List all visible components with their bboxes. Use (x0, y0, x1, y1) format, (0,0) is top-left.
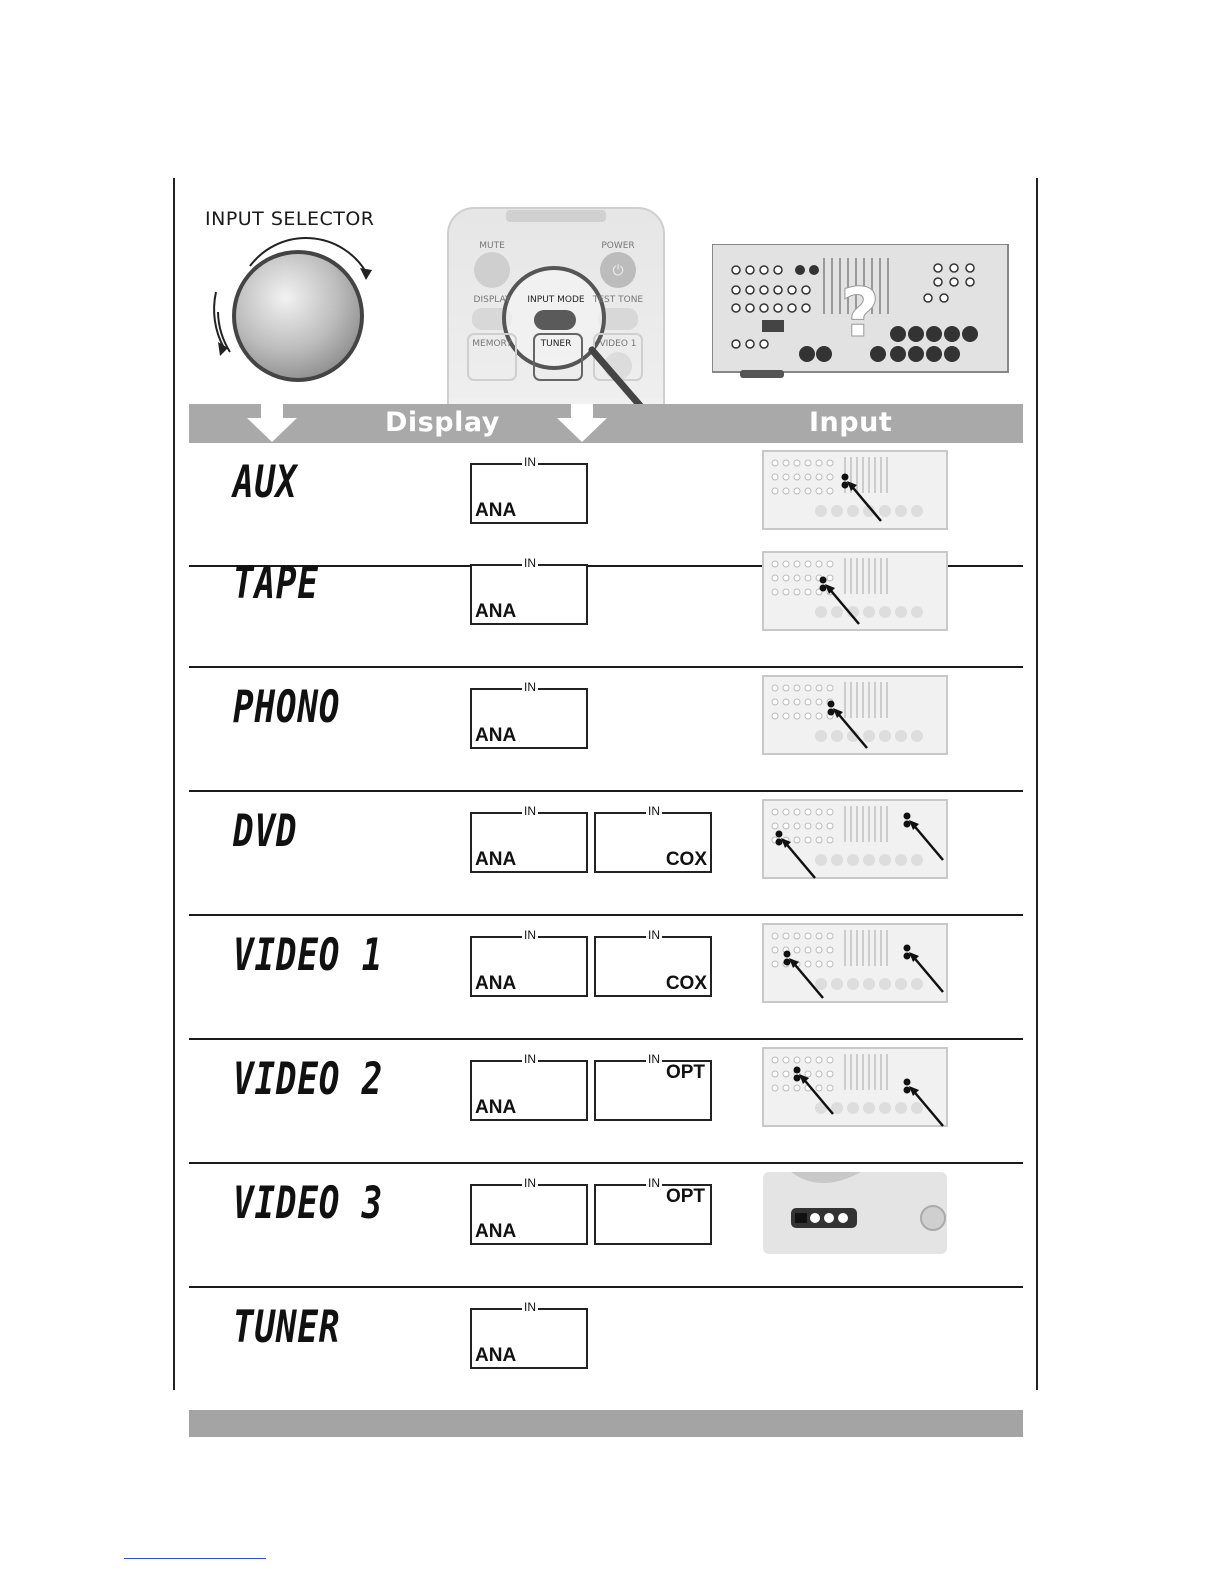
input-mode-indicator (470, 804, 588, 873)
input-type-code: ANA (475, 1345, 517, 1366)
in-label: IN (524, 455, 536, 469)
remote-memory-label: MEMORY (472, 339, 512, 349)
input-type-code: ANA (475, 601, 517, 622)
input-mode-indicator (594, 804, 712, 873)
input-row (189, 544, 1023, 668)
input-mode-indicator (594, 1052, 712, 1121)
lcd-display-text: VIDEO 3 (233, 1178, 384, 1229)
rear-panel-thumbnail (761, 1046, 949, 1132)
in-label: IN (648, 928, 660, 942)
input-type-code: COX (665, 849, 707, 870)
left-border-line (173, 178, 175, 1390)
display-heading: Display (385, 407, 500, 438)
in-label: IN (524, 804, 536, 818)
front-panel-thumbnail (761, 1170, 949, 1256)
rear-panel-thumbnail (761, 550, 949, 636)
remote-display-label: DISPLAY (473, 295, 511, 305)
in-label: IN (524, 1300, 536, 1314)
in-label: IN (524, 1052, 536, 1066)
input-row (189, 792, 1023, 916)
rear-panel-thumbnail (761, 449, 949, 535)
rear-panel-illustration (712, 244, 1010, 380)
lcd-display-text: TAPE (233, 558, 319, 609)
lcd-display-text: VIDEO 1 (233, 930, 384, 981)
input-type-code: ANA (475, 1221, 517, 1242)
input-mode-indicator (470, 455, 588, 524)
right-border-line (1036, 178, 1038, 1390)
input-row (189, 668, 1023, 792)
input-mode-indicator (470, 1176, 588, 1245)
display-input-banner (189, 404, 1023, 443)
input-row (189, 1164, 1023, 1288)
input-type-code: COX (665, 973, 707, 994)
input-selector-title: INPUT SELECTOR (205, 208, 375, 230)
lcd-display-text: DVD (233, 806, 298, 857)
input-row (189, 916, 1023, 1040)
in-label: IN (524, 928, 536, 942)
input-type-code: OPT (665, 1062, 705, 1083)
input-mode-indicator (470, 556, 588, 625)
footer-bar (189, 1410, 1023, 1437)
input-mode-indicator (594, 928, 712, 997)
remote-input-mode-label: INPUT MODE (527, 295, 585, 305)
rear-panel-thumbnail (761, 798, 949, 884)
input-row (189, 1288, 1023, 1412)
remote-video1-label: VIDEO 1 (599, 339, 637, 349)
remote-power-label: POWER (601, 241, 635, 251)
input-type-code: ANA (475, 973, 517, 994)
down-arrow-icon (557, 404, 607, 446)
remote-mute-label: MUTE (479, 241, 505, 251)
input-mode-indicator (470, 1300, 588, 1369)
input-type-code: OPT (665, 1186, 705, 1207)
rear-question-mark: ? (840, 274, 880, 353)
input-mode-indicator (470, 928, 588, 997)
input-row (189, 1040, 1023, 1164)
remote-test-tone-label: TEST TONE (592, 295, 644, 305)
input-mode-indicator (470, 680, 588, 749)
input-heading: Input (809, 407, 893, 438)
in-label: IN (648, 804, 660, 818)
down-arrow-icon (247, 404, 297, 446)
lcd-display-text: TUNER (233, 1302, 341, 1353)
input-type-code: ANA (475, 725, 517, 746)
lcd-display-text: VIDEO 2 (233, 1054, 384, 1105)
lcd-display-text: PHONO (233, 682, 341, 733)
input-mode-indicator (470, 1052, 588, 1121)
in-label: IN (648, 1052, 660, 1066)
input-type-code: ANA (475, 500, 517, 521)
input-mode-indicator (594, 1176, 712, 1245)
input-selector-knob-icon (210, 232, 378, 400)
remote-tuner-label: TUNER (540, 339, 572, 349)
in-label: IN (524, 680, 536, 694)
svg-text:⏻: ⏻ (612, 263, 624, 279)
footer-link-underline (124, 1558, 266, 1559)
in-label: IN (524, 556, 536, 570)
in-label: IN (524, 1176, 536, 1190)
input-type-code: ANA (475, 849, 517, 870)
input-type-code: ANA (475, 1097, 517, 1118)
in-label: IN (648, 1176, 660, 1190)
rear-panel-thumbnail (761, 674, 949, 760)
rear-panel-thumbnail (761, 922, 949, 1008)
lcd-display-text: AUX (233, 457, 298, 508)
